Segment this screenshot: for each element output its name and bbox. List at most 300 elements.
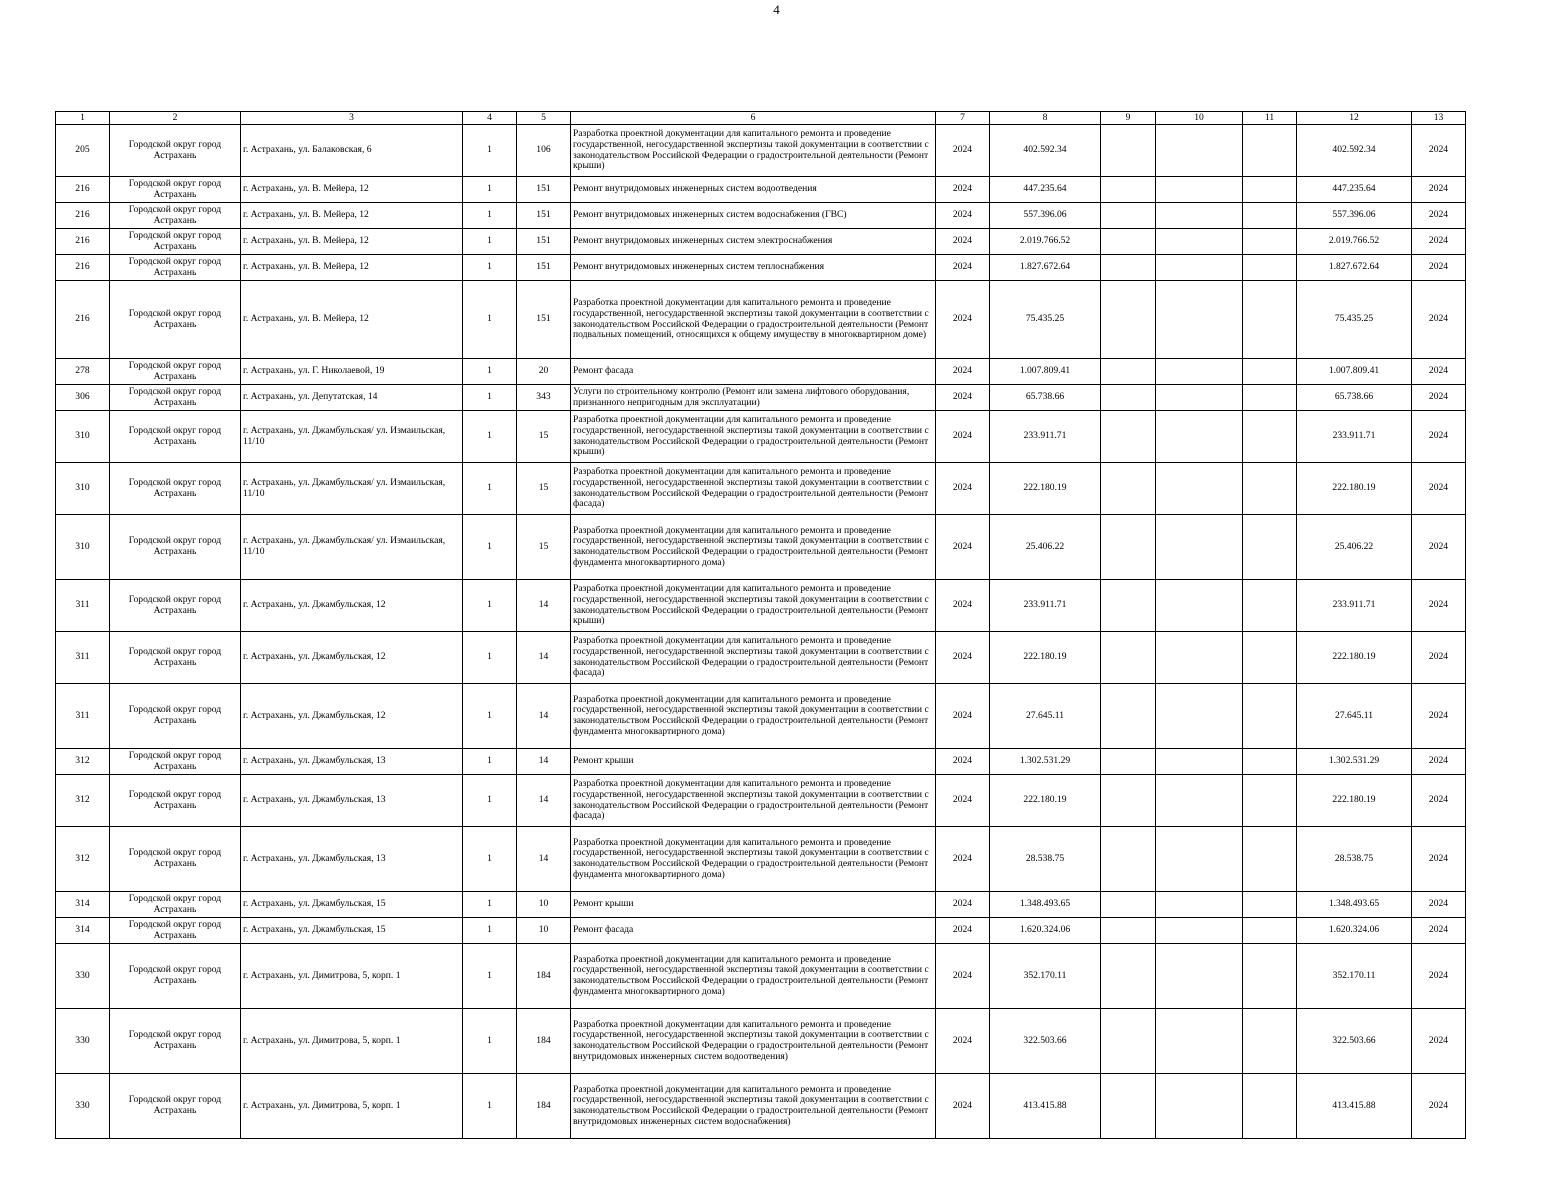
cell-year: 2024	[936, 463, 990, 515]
cell-col5: 151	[517, 203, 571, 229]
cell-address: г. Астрахань, ул. В. Мейера, 12	[241, 229, 463, 255]
cell-cost: 413.415.88	[990, 1074, 1101, 1139]
cell-work-type: Разработка проектной документации для капитального ремонта и проведение государственной, негосударственной экспертизы такой документации в соответствии с законодательством Российской Федерации о градостроительной деятельности (Ремонт фасада)	[571, 463, 936, 515]
cell-col9	[1101, 411, 1156, 463]
cell-completion-year: 2024	[1412, 463, 1466, 515]
cell-col9	[1101, 749, 1156, 775]
cell-row-number: 330	[56, 944, 110, 1009]
cell-completion-year: 2024	[1412, 892, 1466, 918]
cell-municipality: Городской округ город Астрахань	[110, 749, 241, 775]
cell-completion-year: 2024	[1412, 749, 1466, 775]
cell-col11	[1243, 749, 1297, 775]
cell-col11	[1243, 827, 1297, 892]
cell-year: 2024	[936, 580, 990, 632]
cell-address: г. Астрахань, ул. В. Мейера, 12	[241, 281, 463, 359]
cell-cost: 557.396.06	[990, 203, 1101, 229]
table-row	[56, 632, 1466, 684]
cell-total-cost: 222.180.19	[1297, 775, 1412, 827]
cell-col4: 1	[463, 125, 517, 177]
cell-completion-year: 2024	[1412, 515, 1466, 580]
table-row	[56, 203, 1466, 229]
cell-col4: 1	[463, 255, 517, 281]
cell-cost: 75.435.25	[990, 281, 1101, 359]
cell-col5: 10	[517, 918, 571, 944]
cell-year: 2024	[936, 203, 990, 229]
cell-completion-year: 2024	[1412, 918, 1466, 944]
cell-address: г. Астрахань, ул. В. Мейера, 12	[241, 203, 463, 229]
cell-col11	[1243, 918, 1297, 944]
column-header-3: 3	[241, 112, 463, 125]
cell-total-cost: 28.538.75	[1297, 827, 1412, 892]
cell-col5: 14	[517, 580, 571, 632]
cell-completion-year: 2024	[1412, 1074, 1466, 1139]
cell-col5: 14	[517, 775, 571, 827]
cell-municipality: Городской округ город Астрахань	[110, 255, 241, 281]
cell-col4: 1	[463, 515, 517, 580]
cell-col11	[1243, 892, 1297, 918]
cell-col9	[1101, 775, 1156, 827]
cell-col4: 1	[463, 229, 517, 255]
cell-cost: 1.620.324.06	[990, 918, 1101, 944]
cell-cost: 222.180.19	[990, 632, 1101, 684]
cell-year: 2024	[936, 1074, 990, 1139]
cell-col9	[1101, 281, 1156, 359]
table-row	[56, 229, 1466, 255]
cell-col5: 15	[517, 515, 571, 580]
cell-col11	[1243, 229, 1297, 255]
cell-address: г. Астрахань, ул. Джамбульская/ ул. Измаильская, 11/10	[241, 463, 463, 515]
cell-work-type: Разработка проектной документации для капитального ремонта и проведение государственной, негосударственной экспертизы такой документации в соответствии с законодательством Российской Федерации о градостроительной деятельности (Ремонт фундамента многоквартирного дома)	[571, 515, 936, 580]
cell-col4: 1	[463, 177, 517, 203]
cell-col5: 184	[517, 944, 571, 1009]
cell-col9	[1101, 632, 1156, 684]
cell-total-cost: 1.007.809.41	[1297, 359, 1412, 385]
cell-col11	[1243, 632, 1297, 684]
cell-total-cost: 352.170.11	[1297, 944, 1412, 1009]
cell-work-type: Ремонт внутридомовых инженерных систем водоотведения	[571, 177, 936, 203]
cell-work-type: Услуги по строительному контролю (Ремонт или замена лифтового оборудования, признанного непригодным для эксплуатации)	[571, 385, 936, 411]
cell-cost: 447.235.64	[990, 177, 1101, 203]
capital-repair-register-table	[55, 111, 1466, 1139]
cell-row-number: 216	[56, 281, 110, 359]
cell-address: г. Астрахань, ул. Балаковская, 6	[241, 125, 463, 177]
cell-col5: 14	[517, 684, 571, 749]
cell-year: 2024	[936, 775, 990, 827]
cell-col10	[1156, 1009, 1243, 1074]
cell-address: г. Астрахань, ул. Димитрова, 5, корп. 1	[241, 1009, 463, 1074]
cell-col4: 1	[463, 1074, 517, 1139]
cell-col11	[1243, 281, 1297, 359]
cell-col10	[1156, 827, 1243, 892]
cell-total-cost: 222.180.19	[1297, 632, 1412, 684]
cell-col9	[1101, 255, 1156, 281]
cell-row-number: 311	[56, 580, 110, 632]
cell-col11	[1243, 1009, 1297, 1074]
cell-total-cost: 27.645.11	[1297, 684, 1412, 749]
cell-cost: 65.738.66	[990, 385, 1101, 411]
cell-col5: 15	[517, 463, 571, 515]
cell-year: 2024	[936, 255, 990, 281]
cell-total-cost: 1.827.672.64	[1297, 255, 1412, 281]
cell-cost: 1.302.531.29	[990, 749, 1101, 775]
table-row	[56, 892, 1466, 918]
cell-cost: 25.406.22	[990, 515, 1101, 580]
column-header-7: 7	[936, 112, 990, 125]
cell-work-type: Разработка проектной документации для капитального ремонта и проведение государственной, негосударственной экспертизы такой документации в соответствии с законодательством Российской Федерации о градостроительной деятельности (Ремонт фасада)	[571, 632, 936, 684]
table-row	[56, 1009, 1466, 1074]
cell-col11	[1243, 359, 1297, 385]
cell-col10	[1156, 632, 1243, 684]
cell-col11	[1243, 580, 1297, 632]
cell-col5: 10	[517, 892, 571, 918]
cell-municipality: Городской округ город Астрахань	[110, 229, 241, 255]
cell-row-number: 330	[56, 1074, 110, 1139]
cell-col4: 1	[463, 411, 517, 463]
cell-municipality: Городской округ город Астрахань	[110, 684, 241, 749]
column-header-2: 2	[110, 112, 241, 125]
column-header-4: 4	[463, 112, 517, 125]
cell-work-type: Ремонт крыши	[571, 749, 936, 775]
cell-col5: 106	[517, 125, 571, 177]
cell-municipality: Городской округ город Астрахань	[110, 411, 241, 463]
table-row	[56, 177, 1466, 203]
cell-col10	[1156, 255, 1243, 281]
cell-municipality: Городской округ город Астрахань	[110, 775, 241, 827]
cell-address: г. Астрахань, ул. Джамбульская, 13	[241, 749, 463, 775]
cell-col9	[1101, 385, 1156, 411]
cell-col9	[1101, 580, 1156, 632]
cell-total-cost: 222.180.19	[1297, 463, 1412, 515]
cell-address: г. Астрахань, ул. Димитрова, 5, корп. 1	[241, 1074, 463, 1139]
cell-municipality: Городской округ город Астрахань	[110, 203, 241, 229]
cell-col5: 14	[517, 632, 571, 684]
cell-col4: 1	[463, 580, 517, 632]
cell-municipality: Городской округ город Астрахань	[110, 827, 241, 892]
column-number-header-row	[56, 112, 1466, 125]
cell-col10	[1156, 749, 1243, 775]
cell-col11	[1243, 515, 1297, 580]
cell-cost: 27.645.11	[990, 684, 1101, 749]
cell-col10	[1156, 281, 1243, 359]
cell-municipality: Городской округ город Астрахань	[110, 125, 241, 177]
cell-col11	[1243, 411, 1297, 463]
cell-year: 2024	[936, 125, 990, 177]
cell-work-type: Ремонт внутридомовых инженерных систем водоснабжения (ГВС)	[571, 203, 936, 229]
cell-col4: 1	[463, 749, 517, 775]
cell-municipality: Городской округ город Астрахань	[110, 385, 241, 411]
cell-year: 2024	[936, 684, 990, 749]
cell-col10	[1156, 944, 1243, 1009]
cell-cost: 233.911.71	[990, 580, 1101, 632]
cell-col10	[1156, 580, 1243, 632]
cell-completion-year: 2024	[1412, 255, 1466, 281]
cell-work-type: Ремонт крыши	[571, 892, 936, 918]
cell-year: 2024	[936, 229, 990, 255]
cell-col5: 20	[517, 359, 571, 385]
cell-col10	[1156, 385, 1243, 411]
cell-work-type: Разработка проектной документации для капитального ремонта и проведение государственной, негосударственной экспертизы такой документации в соответствии с законодательством Российской Федерации о градостроительной деятельности (Ремонт подвальных помещений, относящихся к общему имуществу в многоквартирном доме)	[571, 281, 936, 359]
table-row	[56, 125, 1466, 177]
cell-completion-year: 2024	[1412, 125, 1466, 177]
cell-total-cost: 1.348.493.65	[1297, 892, 1412, 918]
column-header-8: 8	[990, 112, 1101, 125]
cell-year: 2024	[936, 515, 990, 580]
cell-col9	[1101, 359, 1156, 385]
table-row	[56, 749, 1466, 775]
cell-total-cost: 557.396.06	[1297, 203, 1412, 229]
cell-completion-year: 2024	[1412, 632, 1466, 684]
cell-year: 2024	[936, 892, 990, 918]
cell-col9	[1101, 203, 1156, 229]
column-header-9: 9	[1101, 112, 1156, 125]
cell-col4: 1	[463, 918, 517, 944]
table-row	[56, 281, 1466, 359]
table-row	[56, 411, 1466, 463]
cell-col5: 151	[517, 177, 571, 203]
cell-year: 2024	[936, 177, 990, 203]
cell-completion-year: 2024	[1412, 177, 1466, 203]
cell-municipality: Городской округ город Астрахань	[110, 632, 241, 684]
cell-col11	[1243, 255, 1297, 281]
cell-col4: 1	[463, 632, 517, 684]
cell-col9	[1101, 125, 1156, 177]
cell-col9	[1101, 463, 1156, 515]
cell-address: г. Астрахань, ул. Джамбульская, 12	[241, 684, 463, 749]
cell-address: г. Астрахань, ул. В. Мейера, 12	[241, 255, 463, 281]
cell-col10	[1156, 1074, 1243, 1139]
cell-completion-year: 2024	[1412, 281, 1466, 359]
cell-row-number: 216	[56, 255, 110, 281]
cell-row-number: 314	[56, 918, 110, 944]
column-header-5: 5	[517, 112, 571, 125]
cell-row-number: 306	[56, 385, 110, 411]
cell-address: г. Астрахань, ул. В. Мейера, 12	[241, 177, 463, 203]
cell-municipality: Городской округ город Астрахань	[110, 1009, 241, 1074]
cell-col5: 151	[517, 255, 571, 281]
cell-completion-year: 2024	[1412, 385, 1466, 411]
cell-col11	[1243, 1074, 1297, 1139]
cell-year: 2024	[936, 827, 990, 892]
cell-year: 2024	[936, 411, 990, 463]
table-row	[56, 580, 1466, 632]
cell-cost: 402.592.34	[990, 125, 1101, 177]
cell-col4: 1	[463, 203, 517, 229]
cell-row-number: 311	[56, 632, 110, 684]
cell-col11	[1243, 125, 1297, 177]
cell-address: г. Астрахань, ул. Джамбульская, 13	[241, 827, 463, 892]
cell-col4: 1	[463, 775, 517, 827]
table-row	[56, 1074, 1466, 1139]
cell-total-cost: 1.620.324.06	[1297, 918, 1412, 944]
cell-col10	[1156, 684, 1243, 749]
cell-row-number: 330	[56, 1009, 110, 1074]
cell-col4: 1	[463, 944, 517, 1009]
cell-col5: 343	[517, 385, 571, 411]
cell-col10	[1156, 775, 1243, 827]
cell-col5: 151	[517, 281, 571, 359]
cell-work-type: Разработка проектной документации для капитального ремонта и проведение государственной, негосударственной экспертизы такой документации в соответствии с законодательством Российской Федерации о градостроительной деятельности (Ремонт фундамента многоквартирного дома)	[571, 944, 936, 1009]
cell-col10	[1156, 359, 1243, 385]
cell-total-cost: 322.503.66	[1297, 1009, 1412, 1074]
cell-work-type: Разработка проектной документации для капитального ремонта и проведение государственной, негосударственной экспертизы такой документации в соответствии с законодательством Российской Федерации о градостроительной деятельности (Ремонт крыши)	[571, 580, 936, 632]
cell-col4: 1	[463, 385, 517, 411]
cell-work-type: Разработка проектной документации для капитального ремонта и проведение государственной, негосударственной экспертизы такой документации в соответствии с законодательством Российской Федерации о градостроительной деятельности (Ремонт крыши)	[571, 125, 936, 177]
cell-col10	[1156, 177, 1243, 203]
cell-completion-year: 2024	[1412, 411, 1466, 463]
cell-row-number: 216	[56, 177, 110, 203]
cell-year: 2024	[936, 632, 990, 684]
cell-cost: 1.827.672.64	[990, 255, 1101, 281]
cell-work-type: Ремонт фасада	[571, 359, 936, 385]
cell-total-cost: 447.235.64	[1297, 177, 1412, 203]
cell-total-cost: 75.435.25	[1297, 281, 1412, 359]
cell-col9	[1101, 918, 1156, 944]
table-row	[56, 255, 1466, 281]
cell-address: г. Астрахань, ул. Джамбульская, 15	[241, 892, 463, 918]
cell-cost: 352.170.11	[990, 944, 1101, 1009]
cell-cost: 222.180.19	[990, 463, 1101, 515]
column-header-1: 1	[56, 112, 110, 125]
cell-municipality: Городской округ город Астрахань	[110, 281, 241, 359]
cell-year: 2024	[936, 918, 990, 944]
cell-address: г. Астрахань, ул. Джамбульская, 15	[241, 918, 463, 944]
cell-work-type: Разработка проектной документации для капитального ремонта и проведение государственной, негосударственной экспертизы такой документации в соответствии с законодательством Российской Федерации о градостроительной деятельности (Ремонт фундамента многоквартирного дома)	[571, 827, 936, 892]
cell-total-cost: 233.911.71	[1297, 580, 1412, 632]
table-row	[56, 827, 1466, 892]
cell-total-cost: 25.406.22	[1297, 515, 1412, 580]
table-row	[56, 775, 1466, 827]
cell-address: г. Астрахань, ул. Г. Николаевой, 19	[241, 359, 463, 385]
table-body	[56, 125, 1466, 1139]
cell-col4: 1	[463, 1009, 517, 1074]
cell-col9	[1101, 1009, 1156, 1074]
cell-col9	[1101, 1074, 1156, 1139]
table-row	[56, 944, 1466, 1009]
cell-col11	[1243, 177, 1297, 203]
cell-completion-year: 2024	[1412, 684, 1466, 749]
cell-completion-year: 2024	[1412, 203, 1466, 229]
cell-row-number: 310	[56, 411, 110, 463]
column-header-12: 12	[1297, 112, 1412, 125]
cell-municipality: Городской округ город Астрахань	[110, 177, 241, 203]
cell-total-cost: 413.415.88	[1297, 1074, 1412, 1139]
cell-cost: 322.503.66	[990, 1009, 1101, 1074]
cell-col4: 1	[463, 892, 517, 918]
cell-year: 2024	[936, 1009, 990, 1074]
table-row	[56, 359, 1466, 385]
cell-col5: 184	[517, 1074, 571, 1139]
cell-col9	[1101, 177, 1156, 203]
cell-completion-year: 2024	[1412, 1009, 1466, 1074]
cell-work-type: Ремонт внутридомовых инженерных систем электроснабжения	[571, 229, 936, 255]
cell-row-number: 216	[56, 203, 110, 229]
table-row	[56, 515, 1466, 580]
cell-address: г. Астрахань, ул. Джамбульская/ ул. Измаильская, 11/10	[241, 411, 463, 463]
cell-col4: 1	[463, 827, 517, 892]
cell-row-number: 312	[56, 775, 110, 827]
cell-cost: 1.007.809.41	[990, 359, 1101, 385]
cell-total-cost: 402.592.34	[1297, 125, 1412, 177]
cell-col9	[1101, 229, 1156, 255]
cell-row-number: 205	[56, 125, 110, 177]
cell-col11	[1243, 775, 1297, 827]
cell-cost: 1.348.493.65	[990, 892, 1101, 918]
cell-municipality: Городской округ город Астрахань	[110, 944, 241, 1009]
cell-col10	[1156, 463, 1243, 515]
cell-municipality: Городской округ город Астрахань	[110, 463, 241, 515]
cell-col4: 1	[463, 463, 517, 515]
cell-col9	[1101, 684, 1156, 749]
cell-col11	[1243, 684, 1297, 749]
cell-row-number: 314	[56, 892, 110, 918]
cell-col5: 14	[517, 827, 571, 892]
page-number: 4	[773, 2, 780, 17]
cell-cost: 233.911.71	[990, 411, 1101, 463]
cell-year: 2024	[936, 359, 990, 385]
cell-work-type: Разработка проектной документации для капитального ремонта и проведение государственной, негосударственной экспертизы такой документации в соответствии с законодательством Российской Федерации о градостроительной деятельности (Ремонт внутридомовых инженерных систем водоотведения)	[571, 1009, 936, 1074]
cell-col11	[1243, 385, 1297, 411]
cell-work-type: Разработка проектной документации для капитального ремонта и проведение государственной, негосударственной экспертизы такой документации в соответствии с законодательством Российской Федерации о градостроительной деятельности (Ремонт фундамента многоквартирного дома)	[571, 684, 936, 749]
cell-completion-year: 2024	[1412, 359, 1466, 385]
cell-completion-year: 2024	[1412, 229, 1466, 255]
cell-work-type: Ремонт фасада	[571, 918, 936, 944]
cell-row-number: 310	[56, 463, 110, 515]
column-header-6: 6	[571, 112, 936, 125]
cell-municipality: Городской округ город Астрахань	[110, 892, 241, 918]
table-row	[56, 918, 1466, 944]
column-header-11: 11	[1243, 112, 1297, 125]
cell-col4: 1	[463, 359, 517, 385]
cell-col5: 15	[517, 411, 571, 463]
cell-work-type: Разработка проектной документации для капитального ремонта и проведение государственной, негосударственной экспертизы такой документации в соответствии с законодательством Российской Федерации о градостроительной деятельности (Ремонт крыши)	[571, 411, 936, 463]
cell-municipality: Городской округ город Астрахань	[110, 918, 241, 944]
cell-col10	[1156, 918, 1243, 944]
cell-col9	[1101, 892, 1156, 918]
cell-total-cost: 65.738.66	[1297, 385, 1412, 411]
cell-total-cost: 1.302.531.29	[1297, 749, 1412, 775]
cell-completion-year: 2024	[1412, 580, 1466, 632]
cell-col9	[1101, 515, 1156, 580]
cell-col10	[1156, 515, 1243, 580]
cell-total-cost: 233.911.71	[1297, 411, 1412, 463]
cell-col4: 1	[463, 281, 517, 359]
table-row	[56, 684, 1466, 749]
cell-col5: 14	[517, 749, 571, 775]
cell-col10	[1156, 229, 1243, 255]
column-header-13: 13	[1412, 112, 1466, 125]
cell-col10	[1156, 892, 1243, 918]
cell-col11	[1243, 203, 1297, 229]
cell-col10	[1156, 125, 1243, 177]
cell-address: г. Астрахань, ул. Димитрова, 5, корп. 1	[241, 944, 463, 1009]
table-row	[56, 463, 1466, 515]
cell-col9	[1101, 827, 1156, 892]
cell-col5: 151	[517, 229, 571, 255]
cell-address: г. Астрахань, ул. Джамбульская, 12	[241, 632, 463, 684]
cell-municipality: Городской округ город Астрахань	[110, 580, 241, 632]
cell-cost: 2.019.766.52	[990, 229, 1101, 255]
cell-work-type: Разработка проектной документации для капитального ремонта и проведение государственной, негосударственной экспертизы такой документации в соответствии с законодательством Российской Федерации о градостроительной деятельности (Ремонт фасада)	[571, 775, 936, 827]
cell-address: г. Астрахань, ул. Джамбульская/ ул. Измаильская, 11/10	[241, 515, 463, 580]
cell-municipality: Городской округ город Астрахань	[110, 515, 241, 580]
table-row	[56, 385, 1466, 411]
cell-work-type: Разработка проектной документации для капитального ремонта и проведение государственной, негосударственной экспертизы такой документации в соответствии с законодательством Российской Федерации о градостроительной деятельности (Ремонт внутридомовых инженерных систем водоснабжения)	[571, 1074, 936, 1139]
cell-row-number: 312	[56, 827, 110, 892]
cell-row-number: 278	[56, 359, 110, 385]
cell-cost: 28.538.75	[990, 827, 1101, 892]
cell-col4: 1	[463, 684, 517, 749]
cell-col11	[1243, 463, 1297, 515]
